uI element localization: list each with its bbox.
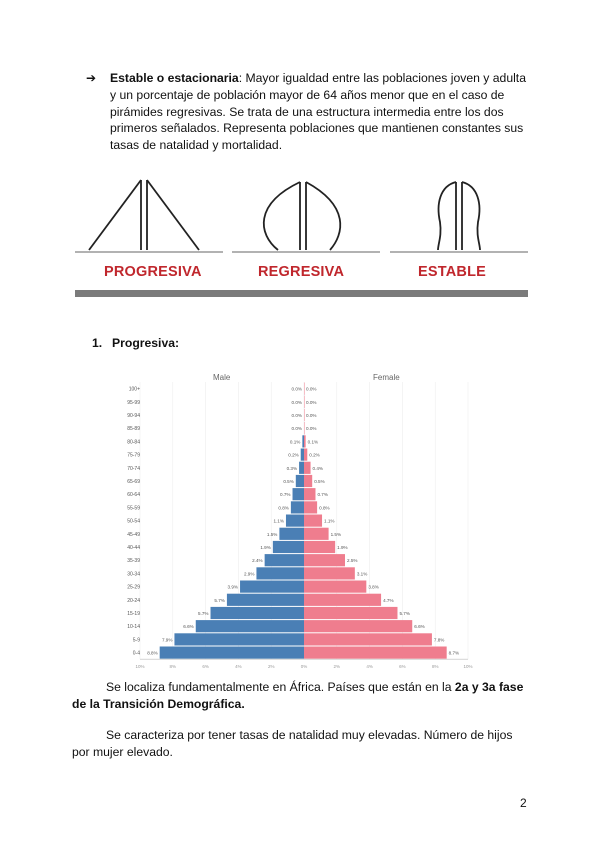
female-bar [304, 422, 305, 434]
male-bar [265, 554, 304, 566]
age-group-label: 85-89 [127, 426, 140, 433]
male-value-label: 7.9% [161, 637, 173, 643]
male-bar [293, 488, 304, 500]
female-bar [304, 633, 432, 645]
female-value-label: 0.1% [307, 439, 319, 445]
age-group-label: 65-69 [127, 479, 140, 485]
male-value-label: 1.1% [273, 518, 284, 524]
female-value-label: 5.7% [399, 611, 410, 616]
age-group-label: 90-94 [127, 413, 140, 419]
female-value-label: 0.0% [306, 399, 317, 405]
male-bar [160, 647, 304, 659]
age-group-label: 55-59 [127, 505, 140, 512]
male-value-label: 5.7% [198, 611, 209, 616]
divider-bar [75, 290, 528, 297]
x-tick-label: 2% [333, 664, 341, 670]
x-tick-label: 8% [431, 664, 439, 670]
progresiva-shape [75, 180, 223, 252]
female-bar [304, 449, 307, 461]
age-group-label: 10-14 [127, 624, 140, 631]
male-bar [302, 435, 304, 447]
age-group-label: 80-84 [127, 439, 140, 446]
female-bar [304, 541, 335, 553]
x-tick-label: 6% [202, 664, 209, 670]
female-bar [304, 515, 322, 527]
female-bar [304, 462, 311, 474]
characteristics-line-1: Se caracteriza por tener tasas de natalidad muy elevadas. Número de hijos [106, 728, 513, 742]
male-value-label: 2.9% [243, 571, 255, 577]
female-bar [304, 528, 329, 540]
age-group-label: 30-34 [127, 571, 140, 578]
female-bar [304, 409, 305, 421]
bullet-term: Estable o estacionaria [110, 71, 239, 85]
pyramid-shapes-illustration [75, 172, 530, 262]
female-bar [304, 488, 315, 500]
age-group-label: 45-49 [127, 531, 140, 538]
paragraph-location [72, 679, 532, 713]
male-value-label: 5.7% [214, 597, 225, 603]
male-bar [301, 449, 304, 461]
female-value-label: 6.6% [414, 624, 425, 630]
male-value-label: 0.0% [291, 399, 302, 405]
age-group-label: 60-64 [127, 492, 140, 499]
age-group-label: 35-39 [127, 558, 140, 565]
age-group-label: 25-29 [127, 584, 140, 591]
female-bar [304, 435, 306, 447]
bullet-line-1: Estable o estacionaria: Mayor igualdad entre las poblaciones joven y adulta [110, 71, 526, 85]
bullet-line-2: y un porcentaje de población mayor de 64 años menor que en el caso de [110, 87, 505, 102]
female-value-label: 2.5% [347, 558, 358, 564]
age-group-label: 40-44 [127, 545, 140, 551]
male-bar [299, 462, 304, 474]
age-group-label: 15-19 [127, 611, 140, 617]
x-tick-label: 10% [135, 664, 145, 670]
female-value-label: 0.2% [309, 452, 320, 458]
female-value-label: 1.9% [337, 545, 348, 550]
x-tick-label: 10% [463, 664, 473, 670]
male-bar [273, 541, 304, 553]
legend-female: Female [373, 373, 400, 382]
female-value-label: 3.1% [356, 571, 368, 577]
male-value-label: 0.2% [288, 452, 299, 458]
female-bar [304, 554, 345, 566]
female-value-label: 0.5% [314, 479, 325, 484]
estable-label: ESTABLE [418, 264, 486, 280]
male-value-label: 1.9% [260, 545, 271, 550]
x-tick-label: 4% [366, 664, 373, 670]
female-value-label: 1.1% [324, 518, 335, 524]
progresiva-label: PROGRESIVA [104, 264, 202, 280]
female-value-label: 0.0% [306, 426, 317, 432]
male-value-label: 8.8% [147, 650, 158, 656]
male-bar [211, 607, 304, 619]
location-text: Se localiza fundamentalmente en África. Países que están en la [106, 680, 455, 694]
bullet-paragraph [88, 70, 528, 154]
male-value-label: 0.7% [280, 492, 291, 498]
age-group-label: 100+ [128, 386, 140, 393]
female-bar [304, 383, 305, 395]
female-value-label: 0.4% [312, 465, 324, 471]
female-bar [304, 607, 397, 619]
arrow-icon: ➔ [86, 71, 97, 85]
page-number: 2 [520, 796, 527, 810]
male-bar [296, 475, 304, 487]
male-bar [227, 594, 304, 606]
age-group-label: 70-74 [127, 465, 140, 472]
estable-shape [390, 182, 528, 252]
section-heading [92, 336, 179, 350]
female-value-label: 8.7% [448, 650, 460, 656]
female-bar [304, 647, 447, 659]
x-tick-label: 4% [235, 664, 242, 670]
male-value-label: 6.6% [183, 624, 194, 630]
x-tick-label: 6% [399, 664, 406, 670]
location-bold-2: de la Transición Demográfica. [72, 696, 245, 711]
female-value-label: 0.8% [319, 505, 330, 511]
male-value-label: 0.5% [283, 479, 294, 484]
male-bar [240, 581, 304, 593]
female-bar [304, 620, 412, 632]
male-bar [256, 567, 304, 579]
male-value-label: 3.9% [227, 584, 239, 590]
female-bar [304, 567, 355, 579]
male-bar [279, 528, 304, 540]
male-bar [196, 620, 304, 632]
female-bar [304, 501, 317, 513]
regresiva-shape [232, 182, 380, 252]
x-tick-label: 2% [267, 664, 275, 670]
male-value-label: 0.0% [291, 386, 302, 392]
age-group-label: 20-24 [127, 597, 140, 604]
characteristics-line-2: por mujer elevado. [72, 744, 173, 759]
legend-male: Male [213, 373, 231, 382]
age-group-label: 75-79 [127, 452, 140, 459]
bullet-line-4: primeros señalados. Representa poblaciones que mantienen constantes sus [110, 121, 524, 136]
bullet-line-3: pirámides regresivas. Se trata de una estructura intermedia entre los dos [110, 104, 504, 119]
male-value-label: 0.3% [286, 465, 298, 471]
x-tick-label: 0% [300, 664, 308, 670]
regresiva-label: REGRESIVA [258, 264, 345, 280]
population-pyramid-chart [108, 368, 480, 670]
age-group-label: 50-54 [127, 518, 140, 525]
male-bar [286, 515, 304, 527]
male-value-label: 0.0% [291, 413, 302, 418]
female-value-label: 7.8% [433, 637, 445, 643]
female-bar [304, 594, 381, 606]
section-title: Progresiva: [112, 336, 180, 350]
female-value-label: 0.7% [317, 492, 328, 498]
location-bold-1: 2a y 3a fase [454, 680, 524, 694]
x-tick-label: 8% [169, 664, 177, 670]
female-bar [304, 396, 305, 408]
female-bar [304, 581, 366, 593]
female-value-label: 4.7% [383, 597, 394, 603]
paragraph-characteristics [72, 727, 532, 761]
female-value-label: 0.0% [306, 413, 317, 418]
male-value-label: 0.1% [289, 439, 301, 445]
male-value-label: 0.8% [278, 505, 289, 511]
female-value-label: 3.8% [368, 584, 379, 590]
female-value-label: 0.0% [306, 386, 317, 392]
male-value-label: 0.0% [291, 426, 302, 432]
bullet-line-5: tasas de natalidad y mortalidad. [110, 138, 283, 153]
male-value-label: 2.4% [252, 558, 263, 564]
female-value-label: 1.5% [330, 531, 342, 537]
age-group-label: 5-9 [132, 637, 140, 644]
male-bar [291, 501, 304, 513]
section-number: 1. [92, 336, 103, 350]
male-bar [174, 633, 304, 645]
age-group-label: 0-4 [132, 650, 140, 657]
male-value-label: 1.5% [266, 531, 278, 537]
female-bar [304, 475, 312, 487]
age-group-label: 95-99 [127, 399, 140, 406]
